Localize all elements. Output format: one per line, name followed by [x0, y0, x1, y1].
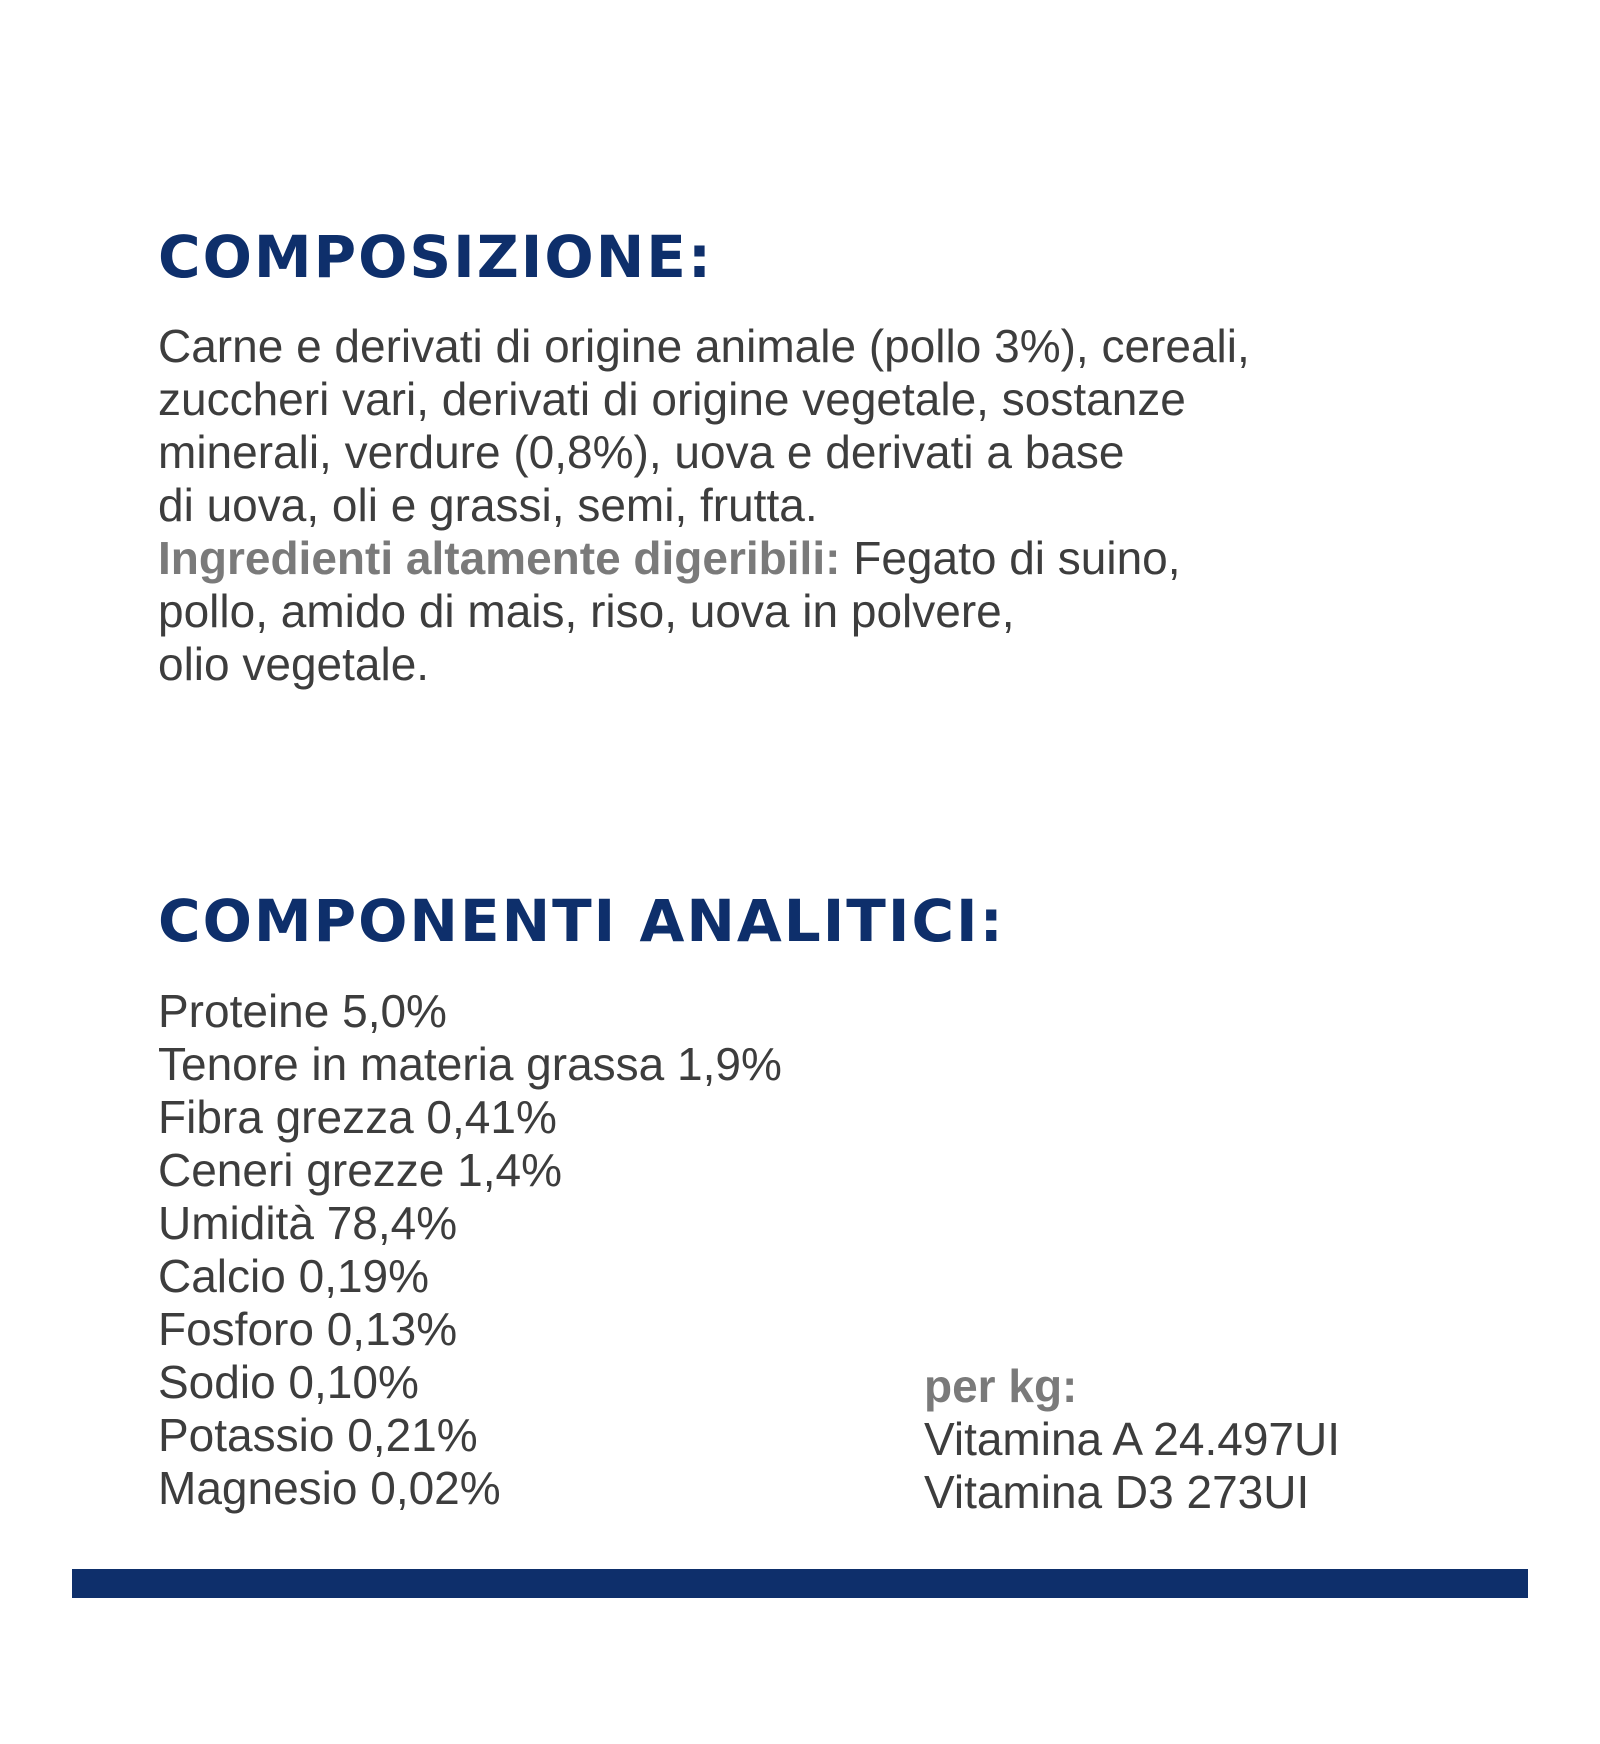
vitamin-item: Vitamina D3 273UI	[924, 1466, 1310, 1518]
analytics-item: Umidità 78,4%	[158, 1197, 458, 1249]
vitamin-item: Vitamina A 24.497UI	[924, 1413, 1340, 1465]
analytics-item: Tenore in materia grassa 1,9%	[158, 1038, 782, 1090]
per-kg-block	[924, 1360, 1340, 1519]
analytics-list	[158, 985, 782, 1515]
analytics-item: Magnesio 0,02%	[158, 1462, 501, 1514]
analytics-item: Fosforo 0,13%	[158, 1303, 458, 1355]
analytics-item: Fibra grezza 0,41%	[158, 1091, 557, 1143]
composition-line: Carne e derivati di origine animale (pollo 3%), cereali,	[158, 320, 1250, 372]
analytics-heading: COMPONENTI ANALITICI:	[158, 887, 1005, 955]
digestible-text: Fegato di suino,	[840, 532, 1181, 584]
composition-text	[158, 320, 1250, 691]
analytics-item: Potassio 0,21%	[158, 1409, 478, 1461]
digestible-line: pollo, amido di mais, riso, uova in polvere,	[158, 585, 1015, 637]
per-kg-label: per kg:	[924, 1360, 1078, 1412]
analytics-item: Ceneri grezze 1,4%	[158, 1144, 562, 1196]
digestible-label: Ingredienti altamente digeribili:	[158, 532, 841, 584]
analytics-item: Calcio 0,19%	[158, 1250, 430, 1302]
footer-bar	[72, 1569, 1528, 1598]
analytics-item: Proteine 5,0%	[158, 985, 447, 1037]
digestible-line	[158, 532, 1250, 585]
digestible-line: olio vegetale.	[158, 638, 430, 690]
vitamins-list	[924, 1413, 1340, 1519]
composition-line: minerali, verdure (0,8%), uova e derivati a base	[158, 426, 1125, 478]
analytics-item: Sodio 0,10%	[158, 1356, 419, 1408]
composition-line: di uova, oli e grassi, semi, frutta.	[158, 479, 818, 531]
composition-heading: COMPOSIZIONE:	[158, 223, 714, 291]
composition-line: zuccheri vari, derivati di origine vegetale, sostanze	[158, 373, 1186, 425]
